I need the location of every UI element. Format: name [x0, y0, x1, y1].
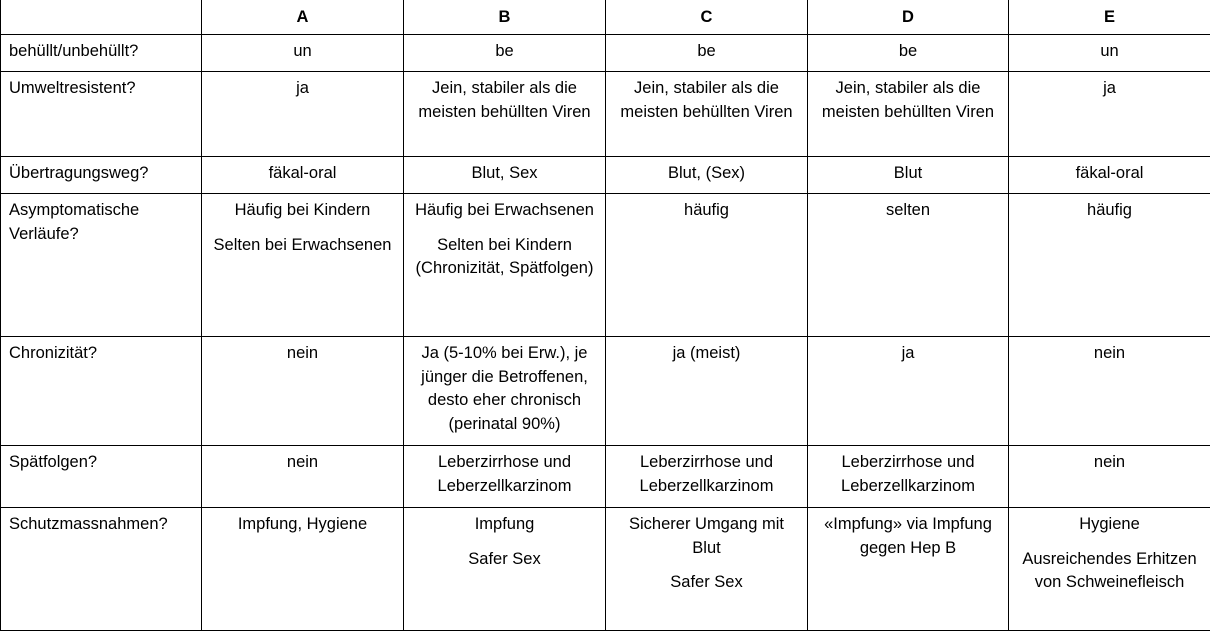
table-cell-route-e	[1009, 157, 1210, 194]
column-header-b: B	[404, 0, 606, 35]
cell-text: un	[1019, 40, 1200, 64]
table-cell-asymp-c	[606, 194, 808, 337]
table-cell-asymp-a	[202, 194, 404, 337]
cell-text: Jein, stabiler als die meisten behüllten Viren	[414, 77, 595, 124]
cell-text: Ja (5-10% bei Erw.), je jünger die Betroffenen, desto eher chronisch (perinatal 90%)	[414, 342, 595, 436]
table-row-chronic	[1, 337, 1210, 446]
table-cell-chronic-a	[202, 337, 404, 446]
cell-text: ja	[1019, 77, 1200, 101]
cell-text: Safer Sex	[616, 571, 797, 595]
table-row-envelope	[1, 35, 1210, 72]
table-cell-envelope-a	[202, 35, 404, 72]
cell-text: häufig	[1019, 199, 1200, 223]
table-cell-envelope-d	[808, 35, 1009, 72]
cell-text: un	[212, 40, 393, 64]
cell-text: Selten bei Kindern (Chronizität, Spätfolgen)	[414, 234, 595, 281]
column-header-c: C	[606, 0, 808, 35]
table-cell-chronic-c	[606, 337, 808, 446]
cell-text: Ausreichendes Erhitzen von Schweinefleisch	[1019, 548, 1200, 595]
cell-text: be	[818, 40, 998, 64]
cell-text: Selten bei Erwachsenen	[212, 234, 393, 258]
header-row	[1, 0, 1210, 35]
cell-text: nein	[212, 451, 393, 475]
cell-text: Häufig bei Erwachsenen	[414, 199, 595, 223]
table-cell-protect-b	[404, 508, 606, 631]
table-cell-envelope-e	[1009, 35, 1210, 72]
cell-text: Leberzirrhose und Leberzellkarzinom	[818, 451, 998, 498]
table-row-sequelae	[1, 446, 1210, 508]
table-cell-protect-c	[606, 508, 808, 631]
cell-text: Jein, stabiler als die meisten behüllten Viren	[818, 77, 998, 124]
row-label-route: Übertragungsweg?	[1, 157, 202, 194]
table-cell-sequelae-d	[808, 446, 1009, 508]
cell-text: «Impfung» via Impfung gegen Hep B	[818, 513, 998, 560]
cell-text: Häufig bei Kindern	[212, 199, 393, 223]
table-cell-asymp-b	[404, 194, 606, 337]
row-label-protect: Schutzmassnahmen?	[1, 508, 202, 631]
table-row-asymp	[1, 194, 1210, 337]
column-header-d: D	[808, 0, 1009, 35]
column-header-a: A	[202, 0, 404, 35]
table-cell-protect-d	[808, 508, 1009, 631]
table-cell-sequelae-c	[606, 446, 808, 508]
cell-text: nein	[1019, 451, 1200, 475]
corner-cell	[1, 0, 202, 35]
cell-text: häufig	[616, 199, 797, 223]
table-cell-resistant-c	[606, 72, 808, 157]
cell-text: ja (meist)	[616, 342, 797, 366]
table-cell-route-a	[202, 157, 404, 194]
cell-text: fäkal-oral	[212, 162, 393, 186]
row-label-asymp: Asymptomatische Verläufe?	[1, 194, 202, 337]
cell-text: Impfung, Hygiene	[212, 513, 393, 537]
cell-text: be	[616, 40, 797, 64]
table-cell-chronic-e	[1009, 337, 1210, 446]
table-cell-chronic-b	[404, 337, 606, 446]
cell-text: nein	[212, 342, 393, 366]
table-row-route	[1, 157, 1210, 194]
table-row-resistant	[1, 72, 1210, 157]
cell-text: Blut	[818, 162, 998, 186]
cell-text: ja	[212, 77, 393, 101]
cell-text: Jein, stabiler als die meisten behüllten Viren	[616, 77, 797, 124]
cell-text: Safer Sex	[414, 548, 595, 572]
cell-text: fäkal-oral	[1019, 162, 1200, 186]
table-cell-envelope-c	[606, 35, 808, 72]
column-header-e: E	[1009, 0, 1210, 35]
cell-text: Leberzirrhose und Leberzellkarzinom	[616, 451, 797, 498]
cell-text: ja	[818, 342, 998, 366]
cell-text: nein	[1019, 342, 1200, 366]
row-label-envelope: behüllt/unbehüllt?	[1, 35, 202, 72]
cell-text: selten	[818, 199, 998, 223]
table-cell-sequelae-e	[1009, 446, 1210, 508]
table-cell-sequelae-a	[202, 446, 404, 508]
row-label-resistant: Umweltresistent?	[1, 72, 202, 157]
table-cell-route-d	[808, 157, 1009, 194]
table-cell-protect-e	[1009, 508, 1210, 631]
table-cell-chronic-d	[808, 337, 1009, 446]
cell-text: Sicherer Umgang mit Blut	[616, 513, 797, 560]
table-cell-route-c	[606, 157, 808, 194]
table-cell-asymp-d	[808, 194, 1009, 337]
cell-text: Impfung	[414, 513, 595, 537]
cell-text: Hygiene	[1019, 513, 1200, 537]
table-cell-resistant-a	[202, 72, 404, 157]
row-label-sequelae: Spätfolgen?	[1, 446, 202, 508]
table-cell-protect-a	[202, 508, 404, 631]
row-label-chronic: Chronizität?	[1, 337, 202, 446]
table-cell-resistant-b	[404, 72, 606, 157]
table-cell-resistant-d	[808, 72, 1009, 157]
table-cell-sequelae-b	[404, 446, 606, 508]
cell-text: be	[414, 40, 595, 64]
table-cell-envelope-b	[404, 35, 606, 72]
cell-text: Blut, Sex	[414, 162, 595, 186]
table-cell-resistant-e	[1009, 72, 1210, 157]
cell-text: Blut, (Sex)	[616, 162, 797, 186]
cell-text: Leberzirrhose und Leberzellkarzinom	[414, 451, 595, 498]
table-row-protect	[1, 508, 1210, 631]
table-cell-asymp-e	[1009, 194, 1210, 337]
table-cell-route-b	[404, 157, 606, 194]
